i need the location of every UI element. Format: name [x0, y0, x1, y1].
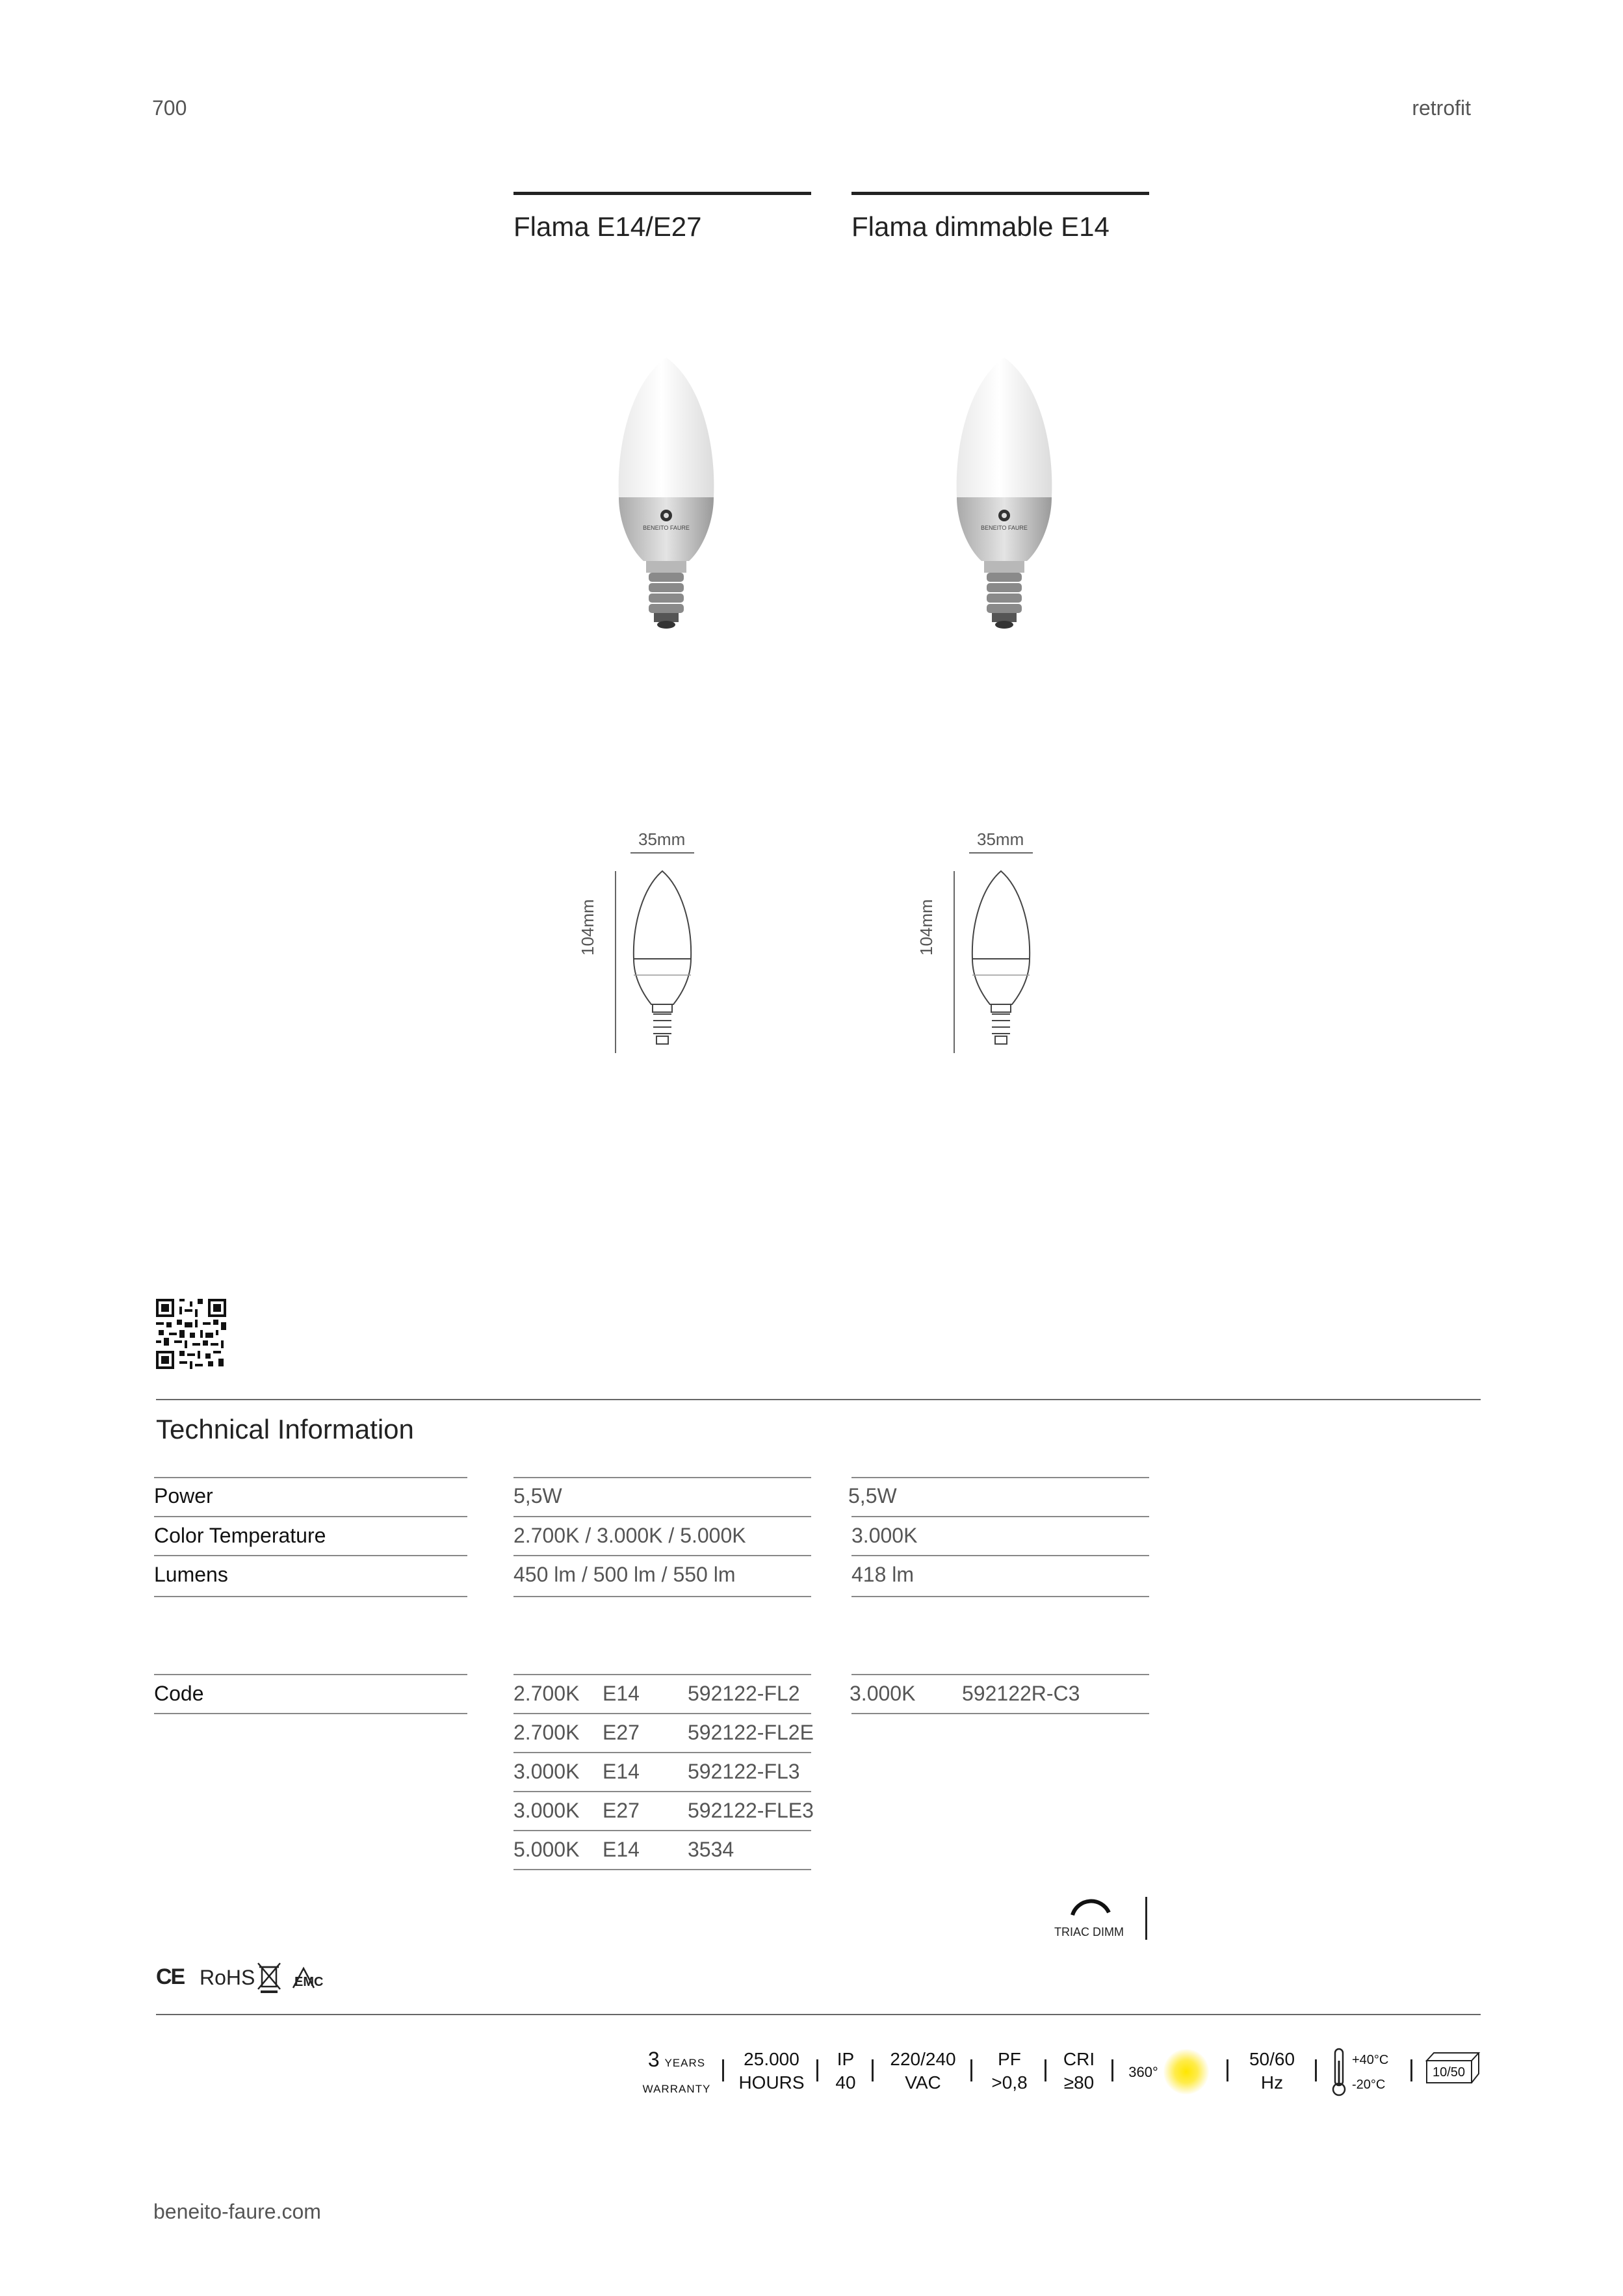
warranty-years: 3: [647, 2048, 660, 2071]
spec-separator: [1227, 2059, 1228, 2081]
cri: [1054, 2048, 1104, 2094]
row-rule: [154, 1596, 467, 1597]
code-ref: 592122-FLE3: [688, 1799, 814, 1822]
row-rule: [513, 1596, 811, 1597]
spec-separator: [970, 2059, 972, 2081]
temp-max: +40°C: [1352, 2053, 1389, 2067]
pf-label: PF: [998, 2049, 1021, 2069]
code2-temp: 3.000K: [850, 1682, 916, 1705]
product-2-rule: [851, 192, 1149, 195]
spec-separator: [722, 2059, 724, 2081]
product-2-dimension-drawing: [943, 845, 1034, 1060]
product-1-photo: [598, 354, 734, 647]
row-rule: [513, 1555, 811, 1556]
product-1-rule: [513, 192, 811, 195]
hours-label: HOURS: [738, 2072, 805, 2093]
thermometer-icon: [1330, 2048, 1348, 2097]
beam-angle: 360°: [1128, 2064, 1158, 2080]
power-factor: [981, 2048, 1037, 2094]
value-power-1: 5,5W: [513, 1484, 562, 1507]
code-base: E14: [603, 1682, 640, 1705]
voltage-label: VAC: [905, 2072, 941, 2093]
ip-rating: [826, 2048, 865, 2094]
qr-code[interactable]: [156, 1299, 226, 1369]
code-temp: 3.000K: [513, 1799, 580, 1822]
rohs-mark: RoHS: [200, 1966, 255, 1989]
triac-divider: [1145, 1897, 1147, 1940]
label-code: Code: [154, 1682, 204, 1705]
triac-dimm-label: TRIAC DIMM: [1054, 1925, 1124, 1938]
website-link[interactable]: beneito-faure.com: [153, 2200, 321, 2223]
spec-separator: [816, 2059, 818, 2081]
row-rule: [154, 1516, 467, 1517]
weee-bin-icon: [255, 1961, 283, 1994]
voltage-value: 220/240: [890, 2049, 956, 2069]
section-divider: [156, 1399, 1481, 1400]
frequency: [1236, 2048, 1308, 2094]
footer-divider: [156, 2014, 1481, 2015]
row-rule: [513, 1674, 811, 1675]
row-rule: [851, 1713, 1149, 1714]
code-temp: 2.700K: [513, 1721, 580, 1744]
emc-mark: [291, 1966, 326, 1992]
product-2-height-label: 104mm: [916, 899, 936, 956]
row-rule: [513, 1713, 811, 1714]
product-2-brand: BENEITO FAURE: [981, 525, 1028, 531]
ip-label: IP: [837, 2049, 855, 2069]
spec-separator: [1315, 2059, 1317, 2081]
product-2-title: Flama dimmable E14: [851, 211, 1110, 242]
pack-quantity: 10/50: [1432, 2065, 1466, 2080]
row-rule: [154, 1713, 467, 1714]
product-1-height-label: 104mm: [578, 899, 597, 956]
cri-label: CRI: [1063, 2049, 1095, 2069]
code-ref: 3534: [688, 1838, 734, 1861]
row-rule: [851, 1555, 1149, 1556]
label-color-temperature: Color Temperature: [154, 1524, 326, 1547]
spec-separator: [1111, 2059, 1113, 2081]
code-base: E14: [603, 1760, 640, 1783]
warranty-label: WARRANTY: [642, 2083, 711, 2095]
code-ref: 592122-FL2: [688, 1682, 800, 1705]
emc-label: EMC: [294, 1975, 324, 1989]
product-2-photo: [936, 354, 1072, 647]
value-lumens-2: 418 lm: [851, 1563, 915, 1586]
ip-value: 40: [835, 2072, 856, 2093]
product-2-width-label: 35mm: [977, 829, 1024, 849]
label-power: Power: [154, 1484, 213, 1507]
product-1-brand: BENEITO FAURE: [643, 525, 690, 531]
hours-value: 25.000: [744, 2049, 799, 2069]
code-temp: 2.700K: [513, 1682, 580, 1705]
value-color-temperature-1: 2.700K / 3.000K / 5.000K: [513, 1524, 746, 1547]
pf-value: >0,8: [991, 2072, 1028, 2093]
product-1-dimension-drawing: [604, 845, 695, 1060]
value-lumens-1: 450 lm / 500 lm / 550 lm: [513, 1563, 736, 1586]
row-rule: [154, 1477, 467, 1478]
row-rule: [513, 1869, 811, 1870]
spec-separator: [1410, 2059, 1412, 2081]
freq-value: 50/60: [1249, 2049, 1295, 2069]
spec-separator: [1045, 2059, 1046, 2081]
label-lumens: Lumens: [154, 1563, 228, 1586]
code-base: E27: [603, 1799, 640, 1822]
row-rule: [851, 1674, 1149, 1675]
cri-value: ≥80: [1063, 2072, 1095, 2093]
code-temp: 5.000K: [513, 1838, 580, 1861]
value-power-2: 5,5W: [848, 1484, 897, 1507]
row-rule: [513, 1791, 811, 1792]
row-rule: [154, 1674, 467, 1675]
row-rule: [851, 1596, 1149, 1597]
ce-mark: CE: [156, 1964, 185, 1989]
row-rule: [513, 1477, 811, 1478]
page-number: 700: [152, 96, 187, 120]
product-1-title: Flama E14/E27: [513, 211, 702, 242]
code-base: E14: [603, 1838, 640, 1861]
light-beam-icon: [1163, 2049, 1209, 2094]
voltage: [883, 2048, 963, 2094]
product-1-width-label: 35mm: [638, 829, 686, 849]
warranty-unit: YEARS: [664, 2057, 706, 2069]
code2-ref: 592122R-C3: [962, 1682, 1080, 1705]
code-temp: 3.000K: [513, 1760, 580, 1783]
temp-min: -20°C: [1352, 2078, 1386, 2092]
row-rule: [851, 1516, 1149, 1517]
temperature-range: [1352, 2048, 1388, 2097]
spec-separator: [872, 2059, 874, 2081]
technical-info-title: Technical Information: [156, 1414, 414, 1444]
row-rule: [513, 1516, 811, 1517]
row-rule: [513, 1830, 811, 1831]
warranty: [640, 2048, 713, 2101]
row-rule: [851, 1477, 1149, 1478]
lifetime-hours: [732, 2048, 811, 2094]
freq-label: Hz: [1260, 2072, 1284, 2093]
row-rule: [513, 1752, 811, 1753]
code-base: E27: [603, 1721, 640, 1744]
row-rule: [154, 1555, 467, 1556]
code-ref: 592122-FL2E: [688, 1721, 814, 1744]
code-ref: 592122-FL3: [688, 1760, 800, 1783]
section-title: retrofit: [1412, 96, 1471, 120]
value-color-temperature-2: 3.000K: [851, 1524, 918, 1547]
dimmable-icon: [1066, 1893, 1118, 1919]
